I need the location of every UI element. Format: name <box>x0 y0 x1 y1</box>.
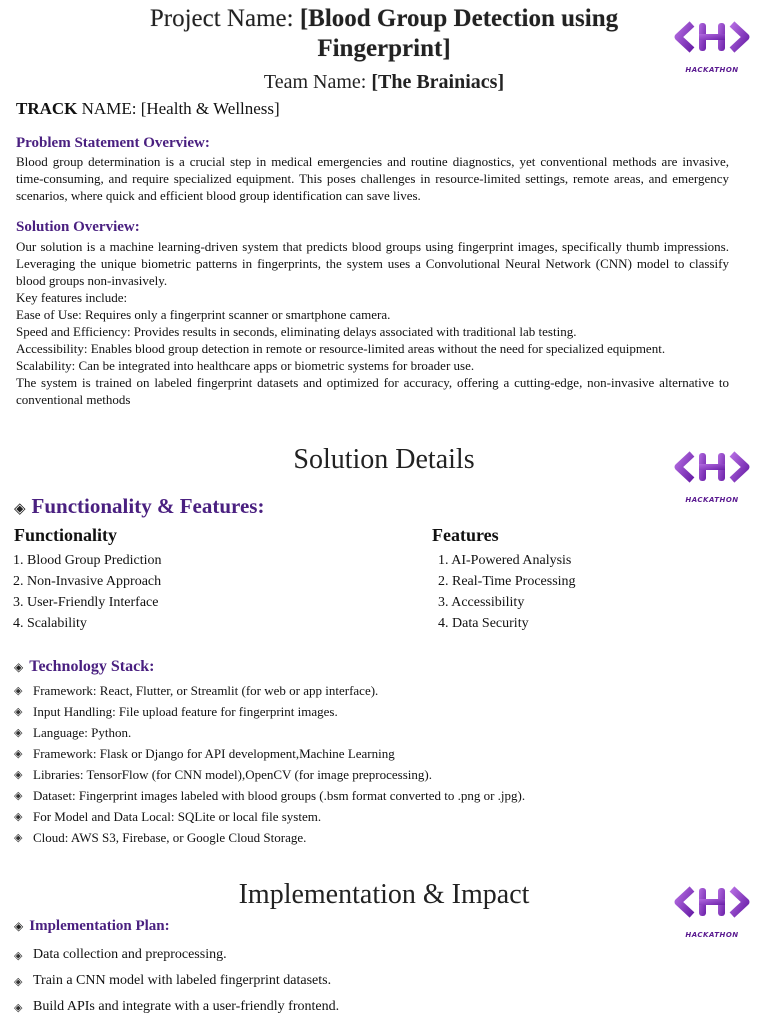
project-title: Project Name: [Blood Group Detection using Fingerprint] <box>149 5 619 62</box>
technology-stack-heading: ◈ Technology Stack: <box>14 658 155 675</box>
team-name: Team Name: [The Brainiacs] <box>263 71 505 93</box>
problem-text: Blood group determination is a crucial step in medical emergencies and routine diagnostics, yet conventional methods are invasive, time-consuming, and require specialized equipment. This poses challenges in resource-limited settings, remote areas, and emergency scenarios, where quick and efficient blood group identification can save lives. <box>16 154 729 203</box>
solution-paragraph: Speed and Efficiency: Provides results in seconds, eliminating delays associated with traditional lab testing. <box>16 324 577 339</box>
hackathon-logo <box>672 18 752 78</box>
diamond-bullet-icon: ◈ <box>14 1001 23 1014</box>
list-item: 3. User-Friendly Interface <box>13 595 159 610</box>
solution-details-title: Solution Details <box>293 444 475 475</box>
functionality-features-heading: ◈ Functionality & Features: <box>14 494 265 518</box>
list-item: 4. Data Security <box>438 616 529 631</box>
list-item: 3. Accessibility <box>438 595 525 610</box>
hackathon-wordmark: HACKATHON <box>685 496 739 504</box>
diamond-bullet-icon: ◈ <box>14 790 23 802</box>
list-item: ◈ Dataset: Fingerprint images labeled with blood groups (.bsm format converted to .png or .jpg). <box>14 787 526 803</box>
diamond-bullet-icon: ◈ <box>14 748 23 760</box>
hackathon-logo <box>672 448 752 508</box>
list-item: 1. Blood Group Prediction <box>13 553 162 568</box>
diamond-bullet-icon: ◈ <box>14 685 23 697</box>
list-item: ◈ Framework: Flask or Django for API development,Machine Learning <box>14 745 395 761</box>
diamond-bullet-icon: ◈ <box>14 501 26 517</box>
list-item: 2. Non-Invasive Approach <box>13 574 162 589</box>
hackathon-wordmark: HACKATHON <box>685 66 739 74</box>
solution-paragraph: Accessibility: Enables blood group detection in remote or resource-limited areas without the need for specialized equipment. <box>16 341 666 356</box>
hackathon-wordmark: HACKATHON <box>685 931 739 939</box>
implementation-plan-heading: ◈ Implementation Plan: <box>14 918 170 934</box>
solution-heading: Solution Overview: <box>16 219 140 235</box>
features-list <box>438 550 576 634</box>
list-item: 1. AI-Powered Analysis <box>438 553 572 568</box>
technology-stack-list <box>14 680 525 848</box>
diamond-bullet-icon: ◈ <box>14 706 23 718</box>
diamond-bullet-icon: ◈ <box>14 949 23 962</box>
list-item: ◈ Data collection and preprocessing. <box>14 947 227 962</box>
problem-heading: Problem Statement Overview: <box>16 135 210 151</box>
list-item: ◈ Train a CNN model with labeled fingerprint datasets. <box>14 973 332 988</box>
functionality-column-heading: Functionality <box>14 525 118 545</box>
solution-paragraph: Scalability: Can be integrated into healthcare apps or biometric systems for broader use. <box>16 358 475 373</box>
list-item: ◈ Cloud: AWS S3, Firebase, or Google Cloud Storage. <box>14 829 307 845</box>
diamond-bullet-icon: ◈ <box>14 811 23 823</box>
functionality-list <box>13 550 162 634</box>
list-item: ◈ Language: Python. <box>14 724 132 740</box>
diamond-bullet-icon: ◈ <box>14 769 23 781</box>
hackathon-logo <box>672 883 752 943</box>
implementation-plan-list <box>14 942 339 1020</box>
solution-paragraph: Ease of Use: Requires only a fingerprint scanner or smartphone camera. <box>16 307 391 322</box>
list-item: ◈ Framework: React, Flutter, or Streamlit (for web or app interface). <box>14 682 379 698</box>
list-item: ◈ Build APIs and integrate with a user-friendly frontend. <box>14 999 340 1014</box>
features-column-heading: Features <box>432 525 499 545</box>
diamond-bullet-icon: ◈ <box>14 919 24 933</box>
track-name: TRACK NAME: [Health & Wellness] <box>16 99 280 118</box>
list-item: ◈ Libraries: TensorFlow (for CNN model),OpenCV (for image preprocessing). <box>14 766 432 782</box>
implementation-impact-title: Implementation & Impact <box>238 879 530 910</box>
diamond-bullet-icon: ◈ <box>14 975 23 988</box>
diamond-bullet-icon: ◈ <box>14 832 23 844</box>
list-item: 2. Real-Time Processing <box>438 574 576 589</box>
list-item: 4. Scalability <box>13 616 87 631</box>
solution-text <box>16 238 729 408</box>
solution-paragraph: The system is trained on labeled fingerprint datasets and optimized for accuracy, offering a cutting-edge, non-invasive alternative to conventional methods <box>16 375 729 407</box>
diamond-bullet-icon: ◈ <box>14 660 24 674</box>
list-item: ◈ Input Handling: File upload feature for fingerprint images. <box>14 703 338 719</box>
list-item: ◈ For Model and Data Local: SQLite or local file system. <box>14 808 322 824</box>
solution-paragraph: Key features include: <box>16 290 128 305</box>
solution-paragraph: Our solution is a machine learning-driven system that predicts blood groups using fingerprint images, specifically thumb impressions. Leveraging the unique biometric patterns in fingerprints, the system uses a Convolutional Neural Network (CNN) model to classify blood groups non-invasively. <box>16 239 729 288</box>
diamond-bullet-icon: ◈ <box>14 727 23 739</box>
